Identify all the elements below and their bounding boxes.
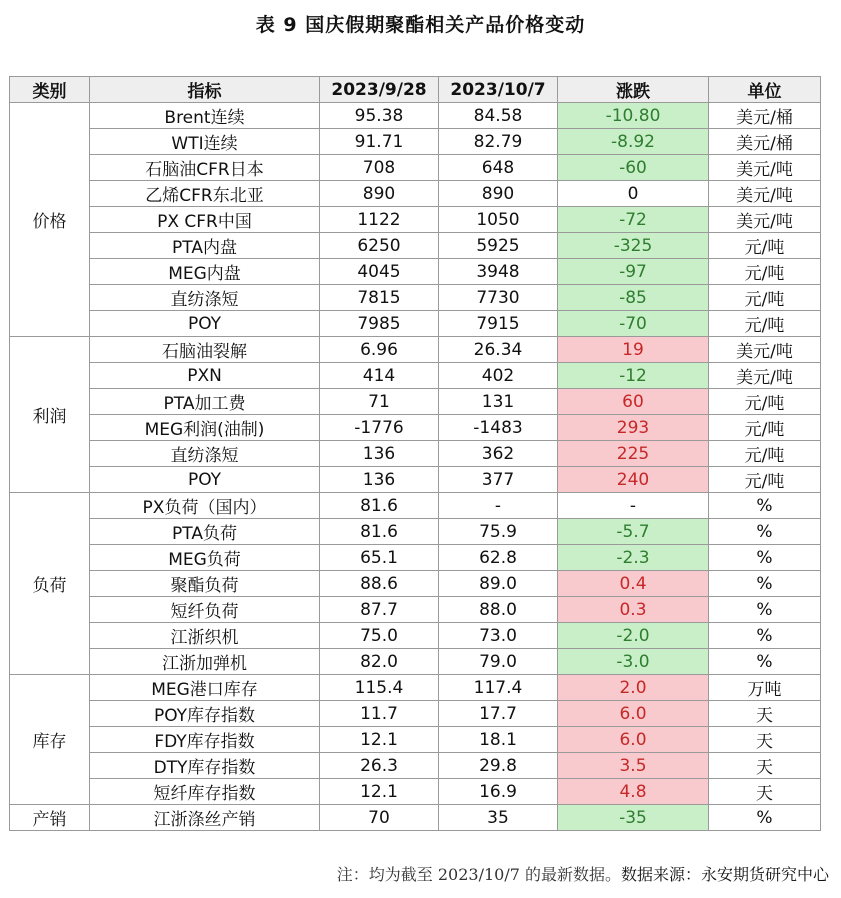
table-row bbox=[10, 467, 821, 493]
value-2023-09-28-cell: 7815 bbox=[320, 285, 439, 311]
indicator-cell: 江浙涤丝产销 bbox=[90, 805, 320, 831]
value-2023-09-28-cell: 70 bbox=[320, 805, 439, 831]
value-2023-09-28-cell: 136 bbox=[320, 467, 439, 493]
indicator-cell: MEG内盘 bbox=[90, 259, 320, 285]
indicator-cell: PX负荷（国内） bbox=[90, 493, 320, 519]
change-cell: 60 bbox=[558, 389, 709, 415]
change-cell: -5.7 bbox=[558, 519, 709, 545]
table-header bbox=[10, 77, 821, 103]
unit-cell: 美元/吨 bbox=[709, 181, 821, 207]
value-2023-10-07-cell: 1050 bbox=[439, 207, 558, 233]
value-2023-09-28-cell: 12.1 bbox=[320, 779, 439, 805]
indicator-cell: MEG港口库存 bbox=[90, 675, 320, 701]
header-indicator: 指标 bbox=[90, 77, 320, 103]
unit-cell: 元/吨 bbox=[709, 415, 821, 441]
change-cell: -60 bbox=[558, 155, 709, 181]
value-2023-10-07-cell: 16.9 bbox=[439, 779, 558, 805]
indicator-cell: PTA加工费 bbox=[90, 389, 320, 415]
table-row bbox=[10, 259, 821, 285]
unit-cell: 美元/桶 bbox=[709, 103, 821, 129]
table-row bbox=[10, 519, 821, 545]
indicator-cell: 石脑油裂解 bbox=[90, 337, 320, 363]
indicator-cell: POY bbox=[90, 311, 320, 337]
indicator-cell: 短纤库存指数 bbox=[90, 779, 320, 805]
indicator-cell: 江浙织机 bbox=[90, 623, 320, 649]
value-2023-09-28-cell: 75.0 bbox=[320, 623, 439, 649]
table-row bbox=[10, 155, 821, 181]
value-2023-09-28-cell: 6250 bbox=[320, 233, 439, 259]
value-2023-10-07-cell: 3948 bbox=[439, 259, 558, 285]
table-row bbox=[10, 103, 821, 129]
change-cell: -72 bbox=[558, 207, 709, 233]
change-cell: 6.0 bbox=[558, 701, 709, 727]
value-2023-10-07-cell: 377 bbox=[439, 467, 558, 493]
table-row bbox=[10, 701, 821, 727]
value-2023-10-07-cell: 62.8 bbox=[439, 545, 558, 571]
table-row bbox=[10, 337, 821, 363]
table-row bbox=[10, 753, 821, 779]
category-cell: 价格 bbox=[10, 103, 90, 337]
value-2023-10-07-cell: 362 bbox=[439, 441, 558, 467]
header-change: 涨跌 bbox=[558, 77, 709, 103]
table-row bbox=[10, 207, 821, 233]
category-cell: 负荷 bbox=[10, 493, 90, 675]
value-2023-09-28-cell: 65.1 bbox=[320, 545, 439, 571]
value-2023-09-28-cell: 414 bbox=[320, 363, 439, 389]
data-source: 数据来源：永安期货研究中心 bbox=[620, 865, 829, 884]
value-2023-09-28-cell: -1776 bbox=[320, 415, 439, 441]
table-row bbox=[10, 649, 821, 675]
value-2023-10-07-cell: - bbox=[439, 493, 558, 519]
change-cell: -10.80 bbox=[558, 103, 709, 129]
change-cell: -3.0 bbox=[558, 649, 709, 675]
value-2023-09-28-cell: 890 bbox=[320, 181, 439, 207]
header-date-1: 2023/9/28 bbox=[320, 77, 439, 103]
value-2023-09-28-cell: 12.1 bbox=[320, 727, 439, 753]
indicator-cell: 江浙加弹机 bbox=[90, 649, 320, 675]
value-2023-09-28-cell: 91.71 bbox=[320, 129, 439, 155]
change-cell: 4.8 bbox=[558, 779, 709, 805]
header-unit: 单位 bbox=[709, 77, 821, 103]
table-title: 表 9 国庆假期聚酯相关产品价格变动 bbox=[255, 14, 586, 36]
header-category: 类别 bbox=[10, 77, 90, 103]
footnote bbox=[337, 862, 829, 885]
unit-cell: % bbox=[709, 493, 821, 519]
table-row bbox=[10, 675, 821, 701]
category-cell: 库存 bbox=[10, 675, 90, 805]
table-row bbox=[10, 597, 821, 623]
table-row bbox=[10, 285, 821, 311]
table-row bbox=[10, 363, 821, 389]
value-2023-10-07-cell: 7730 bbox=[439, 285, 558, 311]
value-2023-10-07-cell: 73.0 bbox=[439, 623, 558, 649]
unit-cell: 美元/吨 bbox=[709, 207, 821, 233]
indicator-cell: PX CFR中国 bbox=[90, 207, 320, 233]
unit-cell: 天 bbox=[709, 701, 821, 727]
value-2023-10-07-cell: 75.9 bbox=[439, 519, 558, 545]
value-2023-10-07-cell: 131 bbox=[439, 389, 558, 415]
unit-cell: 元/吨 bbox=[709, 467, 821, 493]
value-2023-09-28-cell: 7985 bbox=[320, 311, 439, 337]
table-row bbox=[10, 805, 821, 831]
change-cell: 240 bbox=[558, 467, 709, 493]
value-2023-10-07-cell: 89.0 bbox=[439, 571, 558, 597]
unit-cell: % bbox=[709, 597, 821, 623]
table-row bbox=[10, 389, 821, 415]
table-row bbox=[10, 415, 821, 441]
change-cell: 225 bbox=[558, 441, 709, 467]
value-2023-09-28-cell: 115.4 bbox=[320, 675, 439, 701]
value-2023-10-07-cell: 5925 bbox=[439, 233, 558, 259]
value-2023-10-07-cell: 35 bbox=[439, 805, 558, 831]
indicator-cell: 短纤负荷 bbox=[90, 597, 320, 623]
unit-cell: % bbox=[709, 519, 821, 545]
table-row bbox=[10, 311, 821, 337]
unit-cell: 天 bbox=[709, 779, 821, 805]
change-cell: 293 bbox=[558, 415, 709, 441]
value-2023-10-07-cell: 402 bbox=[439, 363, 558, 389]
value-2023-10-07-cell: 82.79 bbox=[439, 129, 558, 155]
unit-cell: % bbox=[709, 649, 821, 675]
change-cell: -70 bbox=[558, 311, 709, 337]
table-row bbox=[10, 545, 821, 571]
value-2023-09-28-cell: 708 bbox=[320, 155, 439, 181]
table-row bbox=[10, 129, 821, 155]
header-date-2: 2023/10/7 bbox=[439, 77, 558, 103]
change-cell: 0.4 bbox=[558, 571, 709, 597]
table-row bbox=[10, 727, 821, 753]
unit-cell: 元/吨 bbox=[709, 389, 821, 415]
value-2023-10-07-cell: 84.58 bbox=[439, 103, 558, 129]
unit-cell: 天 bbox=[709, 753, 821, 779]
price-change-table bbox=[9, 76, 821, 831]
table-row bbox=[10, 493, 821, 519]
change-cell: -85 bbox=[558, 285, 709, 311]
change-cell: 6.0 bbox=[558, 727, 709, 753]
change-cell: -8.92 bbox=[558, 129, 709, 155]
value-2023-09-28-cell: 95.38 bbox=[320, 103, 439, 129]
value-2023-10-07-cell: 26.34 bbox=[439, 337, 558, 363]
value-2023-10-07-cell: 79.0 bbox=[439, 649, 558, 675]
indicator-cell: 聚酯负荷 bbox=[90, 571, 320, 597]
indicator-cell: 直纺涤短 bbox=[90, 441, 320, 467]
value-2023-09-28-cell: 87.7 bbox=[320, 597, 439, 623]
unit-cell: 美元/吨 bbox=[709, 337, 821, 363]
change-cell: -325 bbox=[558, 233, 709, 259]
indicator-cell: 直纺涤短 bbox=[90, 285, 320, 311]
value-2023-10-07-cell: 7915 bbox=[439, 311, 558, 337]
value-2023-10-07-cell: 88.0 bbox=[439, 597, 558, 623]
value-2023-09-28-cell: 4045 bbox=[320, 259, 439, 285]
unit-cell: % bbox=[709, 623, 821, 649]
indicator-cell: DTY库存指数 bbox=[90, 753, 320, 779]
indicator-cell: WTI连续 bbox=[90, 129, 320, 155]
value-2023-09-28-cell: 26.3 bbox=[320, 753, 439, 779]
change-cell: 3.5 bbox=[558, 753, 709, 779]
change-cell: 0 bbox=[558, 181, 709, 207]
table-row bbox=[10, 779, 821, 805]
change-cell: 19 bbox=[558, 337, 709, 363]
unit-cell: 元/吨 bbox=[709, 285, 821, 311]
indicator-cell: 石脑油CFR日本 bbox=[90, 155, 320, 181]
category-cell: 产销 bbox=[10, 805, 90, 831]
value-2023-09-28-cell: 82.0 bbox=[320, 649, 439, 675]
value-2023-09-28-cell: 81.6 bbox=[320, 493, 439, 519]
change-cell: -2.3 bbox=[558, 545, 709, 571]
change-cell: - bbox=[558, 493, 709, 519]
value-2023-09-28-cell: 81.6 bbox=[320, 519, 439, 545]
table-row bbox=[10, 571, 821, 597]
indicator-cell: MEG负荷 bbox=[90, 545, 320, 571]
unit-cell: 万吨 bbox=[709, 675, 821, 701]
value-2023-09-28-cell: 88.6 bbox=[320, 571, 439, 597]
change-cell: -35 bbox=[558, 805, 709, 831]
table-row bbox=[10, 441, 821, 467]
value-2023-10-07-cell: 17.7 bbox=[439, 701, 558, 727]
unit-cell: % bbox=[709, 805, 821, 831]
value-2023-10-07-cell: 117.4 bbox=[439, 675, 558, 701]
unit-cell: 元/吨 bbox=[709, 259, 821, 285]
table-row bbox=[10, 233, 821, 259]
indicator-cell: POY bbox=[90, 467, 320, 493]
table-body bbox=[10, 103, 821, 831]
indicator-cell: PTA负荷 bbox=[90, 519, 320, 545]
value-2023-10-07-cell: 890 bbox=[439, 181, 558, 207]
value-2023-10-07-cell: -1483 bbox=[439, 415, 558, 441]
change-cell: -12 bbox=[558, 363, 709, 389]
change-cell: 2.0 bbox=[558, 675, 709, 701]
change-cell: -2.0 bbox=[558, 623, 709, 649]
unit-cell: 美元/桶 bbox=[709, 129, 821, 155]
indicator-cell: PTA内盘 bbox=[90, 233, 320, 259]
value-2023-10-07-cell: 18.1 bbox=[439, 727, 558, 753]
value-2023-09-28-cell: 136 bbox=[320, 441, 439, 467]
unit-cell: 天 bbox=[709, 727, 821, 753]
value-2023-09-28-cell: 6.96 bbox=[320, 337, 439, 363]
change-cell: -97 bbox=[558, 259, 709, 285]
value-2023-10-07-cell: 648 bbox=[439, 155, 558, 181]
indicator-cell: MEG利润(油制) bbox=[90, 415, 320, 441]
unit-cell: 元/吨 bbox=[709, 233, 821, 259]
unit-cell: 元/吨 bbox=[709, 311, 821, 337]
indicator-cell: Brent连续 bbox=[90, 103, 320, 129]
value-2023-10-07-cell: 29.8 bbox=[439, 753, 558, 779]
unit-cell: % bbox=[709, 545, 821, 571]
value-2023-09-28-cell: 71 bbox=[320, 389, 439, 415]
header-row bbox=[10, 77, 821, 103]
unit-cell: 元/吨 bbox=[709, 441, 821, 467]
table-row bbox=[10, 181, 821, 207]
unit-cell: 美元/吨 bbox=[709, 155, 821, 181]
indicator-cell: POY库存指数 bbox=[90, 701, 320, 727]
unit-cell: % bbox=[709, 571, 821, 597]
indicator-cell: 乙烯CFR东北亚 bbox=[90, 181, 320, 207]
category-cell: 利润 bbox=[10, 337, 90, 493]
footnote-text: 注：均为截至 2023/10/7 的最新数据。 bbox=[336, 865, 621, 884]
indicator-cell: FDY库存指数 bbox=[90, 727, 320, 753]
value-2023-09-28-cell: 11.7 bbox=[320, 701, 439, 727]
change-cell: 0.3 bbox=[558, 597, 709, 623]
indicator-cell: PXN bbox=[90, 363, 320, 389]
unit-cell: 美元/吨 bbox=[709, 363, 821, 389]
table-row bbox=[10, 623, 821, 649]
value-2023-09-28-cell: 1122 bbox=[320, 207, 439, 233]
